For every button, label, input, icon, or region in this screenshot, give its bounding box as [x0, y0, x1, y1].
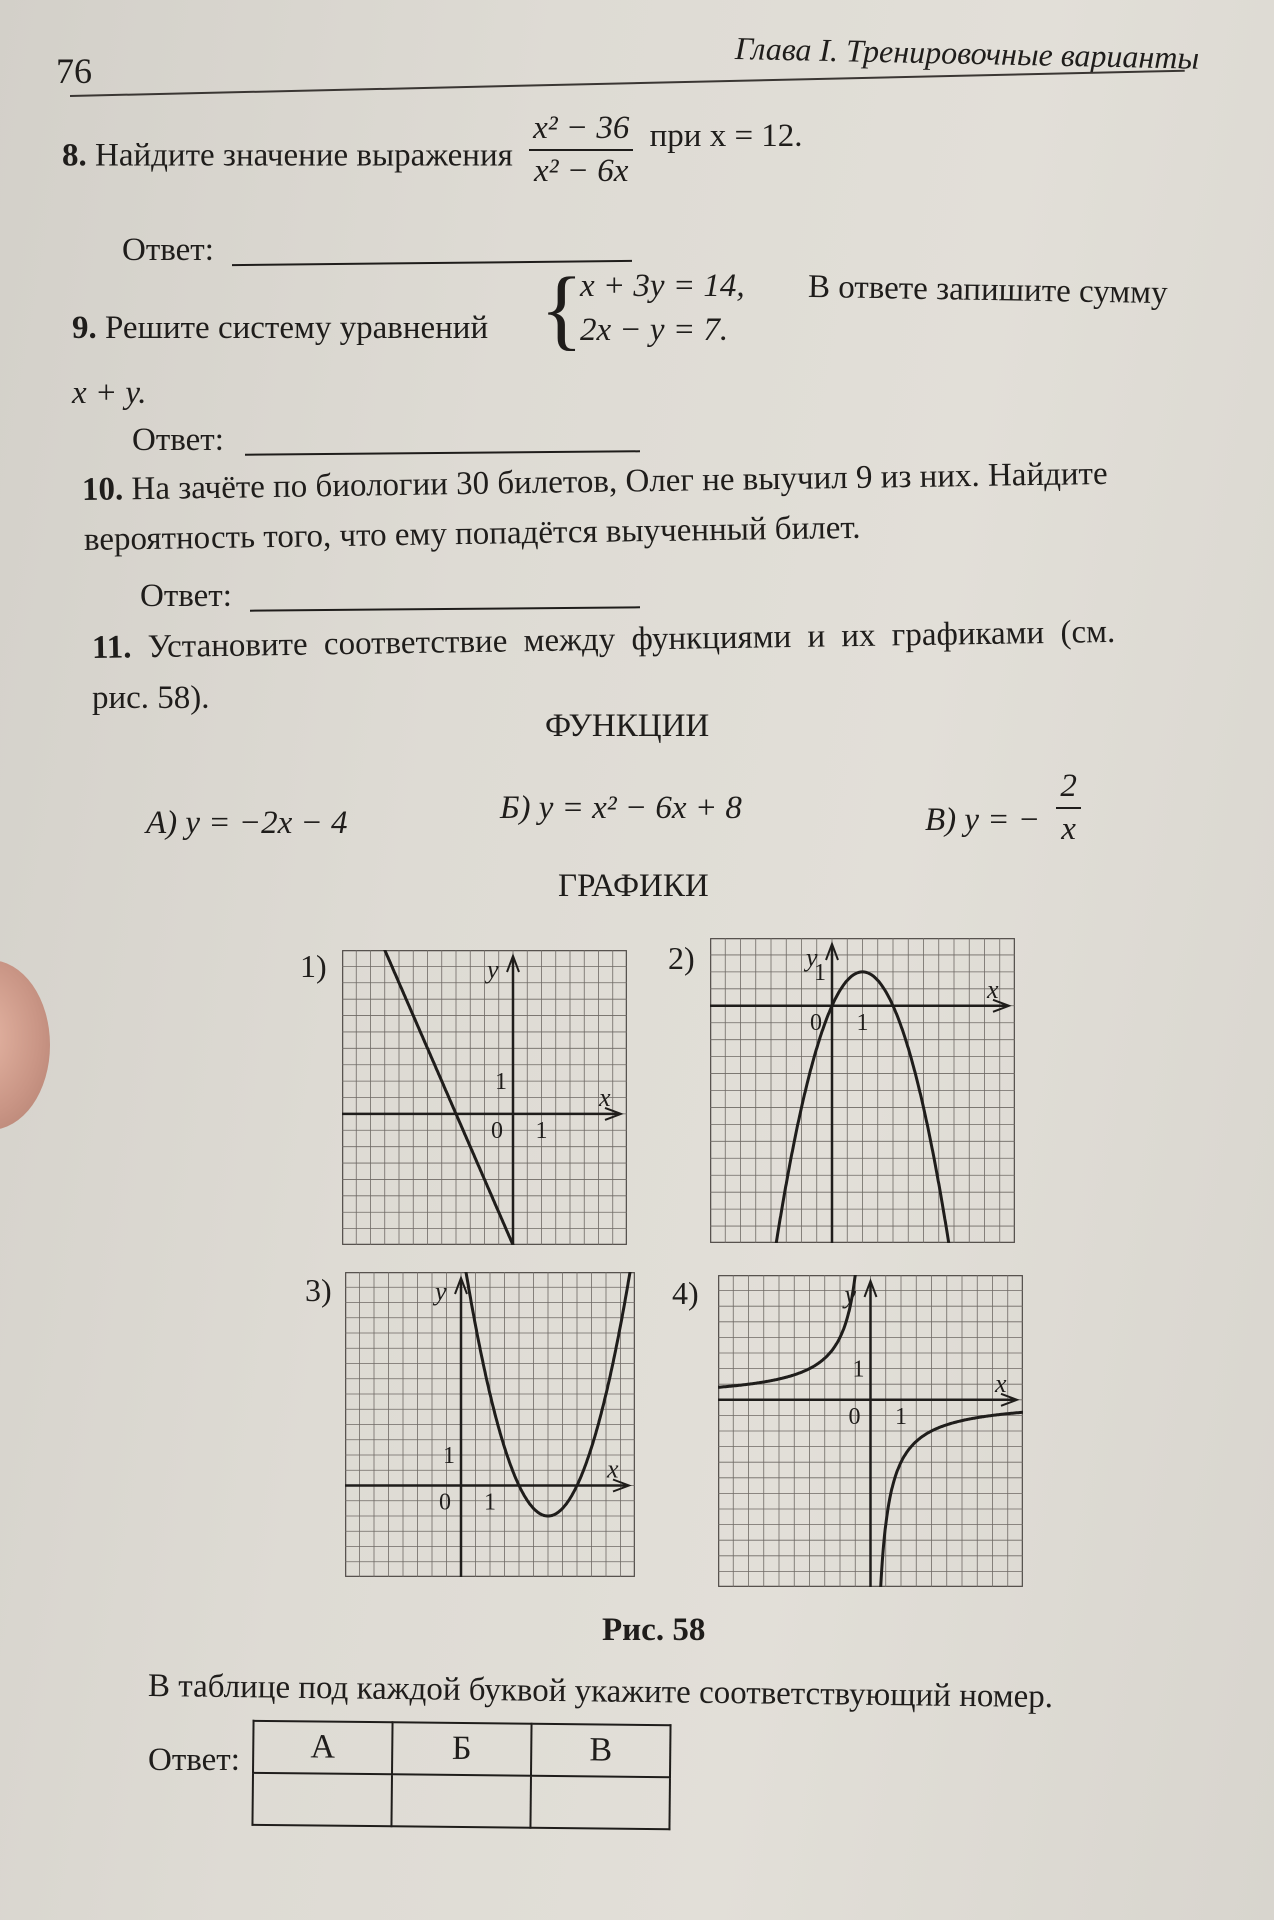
graph-4-curve — [718, 1275, 857, 1387]
task9-instruction: В ответе запишите сумму — [807, 268, 1168, 312]
graph-2 — [710, 938, 1015, 1243]
function-v — [925, 768, 1089, 848]
graph-3-y-label: y — [435, 1277, 447, 1306]
graph-1 — [342, 950, 627, 1245]
system-brace: { — [540, 260, 584, 359]
graph-2-y-label: y — [806, 943, 818, 972]
answer-col-a-header: А — [253, 1721, 393, 1774]
task11-line1 — [92, 614, 1116, 667]
answer-table-header-row — [253, 1721, 671, 1777]
graph-1-x-label: x — [599, 1082, 611, 1112]
task9-eq2: 2x − y = 7. — [580, 312, 729, 348]
answer-cell-v[interactable] — [530, 1776, 670, 1829]
function-v-numerator: 2 — [1056, 768, 1081, 809]
task8-condition: при x = 12. — [649, 117, 803, 154]
chapter-title: Глава I. Тренировочные варианты — [734, 30, 1200, 76]
table-instruction: В таблице под каждой буквой укажите соответствующий номер. — [147, 1668, 1054, 1716]
graph-4-x-tick-1: 1 — [895, 1403, 907, 1430]
task8-number: 8. — [62, 137, 87, 174]
task9-expr: x + y. — [72, 375, 147, 411]
graph-4-label: 4) — [672, 1275, 699, 1311]
graph-2-x-label: x — [987, 974, 999, 1004]
answer-col-b-header: Б — [392, 1722, 532, 1775]
graph-1-y-tick-1: 1 — [495, 1069, 507, 1096]
task10-number: 10. — [81, 471, 124, 508]
graph-4-origin-label: 0 — [848, 1403, 861, 1430]
task10-text1: На зачёте по биологии 30 билетов, Олег не выучил 9 из них. Найдите — [131, 455, 1108, 508]
graph-3-x-label: x — [607, 1454, 619, 1484]
task9-answer-line[interactable] — [245, 450, 640, 455]
graph-2-x-tick-1: 1 — [856, 1009, 869, 1036]
graph-3-x-tick-1: 1 — [484, 1489, 496, 1516]
function-v-denominator: x — [1061, 811, 1076, 847]
task9-answer-label: Ответ: — [132, 422, 224, 458]
task8-numerator: x² − 36 — [529, 110, 633, 151]
graph-3 — [345, 1272, 635, 1577]
task8-line — [62, 110, 803, 198]
graph-4-y-label: y — [844, 1280, 857, 1309]
task8-fraction — [529, 110, 633, 190]
graph-1-y-label: y — [487, 955, 499, 984]
task9-line — [72, 310, 488, 347]
graph-2-y-tick-1: 1 — [814, 959, 826, 986]
graph-3-label: 3) — [305, 1272, 332, 1308]
graph-4-y-tick-1: 1 — [852, 1356, 865, 1383]
graph-3-origin-label: 0 — [439, 1489, 451, 1516]
task8-answer-label: Ответ: — [122, 232, 214, 268]
task9-number: 9. — [72, 310, 97, 346]
answer-cell-b[interactable] — [391, 1774, 531, 1827]
task11-line2: рис. 58). — [92, 680, 210, 716]
header-rule — [70, 70, 1185, 97]
task10-answer-label: Ответ: — [140, 578, 232, 614]
task11-number: 11. — [91, 629, 132, 666]
finger-edge — [0, 960, 50, 1130]
graph-4-curve — [880, 1412, 1023, 1587]
answer-cell-a[interactable] — [252, 1773, 392, 1826]
graph-3-y-tick-1: 1 — [443, 1443, 455, 1469]
graph-1-origin-label: 0 — [491, 1117, 503, 1144]
graph-4-x-label: x — [995, 1368, 1007, 1398]
answer-table — [251, 1720, 671, 1830]
function-v-prefix: В) y = − — [925, 801, 1041, 838]
function-v-fraction — [1056, 768, 1081, 848]
graph-2-origin-label: 0 — [810, 1009, 822, 1036]
graph-2-label: 2) — [668, 940, 695, 976]
graph-1-x-tick-1: 1 — [535, 1117, 548, 1144]
task10-line2: вероятность того, что ему попадётся выученный билет. — [83, 509, 861, 558]
function-b: Б) y = x² − 6x + 8 — [500, 790, 742, 826]
answer-col-v-header: В — [531, 1724, 671, 1777]
task9-text: Решите систему уравнений — [105, 310, 489, 346]
answer-table-input-row — [252, 1773, 670, 1829]
functions-heading: ФУНКЦИИ — [545, 708, 710, 744]
graph-1-label: 1) — [300, 948, 327, 984]
graph-4 — [718, 1275, 1023, 1587]
task10-line1 — [82, 456, 1108, 509]
task11-answer-label: Ответ: — [148, 1742, 240, 1778]
function-a: А) y = −2x − 4 — [146, 805, 348, 841]
task10-answer-line[interactable] — [250, 606, 640, 611]
task8-denominator: x² − 6x — [533, 153, 629, 189]
task9-eq1: x + 3y = 14, — [580, 268, 745, 304]
figure-caption: Рис. 58 — [602, 1612, 706, 1648]
task11-text1: Установите соответствие между функциями и их графиками (см. — [147, 613, 1116, 666]
page-number: 76 — [56, 51, 92, 91]
graphs-heading: ГРАФИКИ — [558, 868, 709, 904]
task8-text: Найдите значение выражения — [95, 137, 513, 174]
